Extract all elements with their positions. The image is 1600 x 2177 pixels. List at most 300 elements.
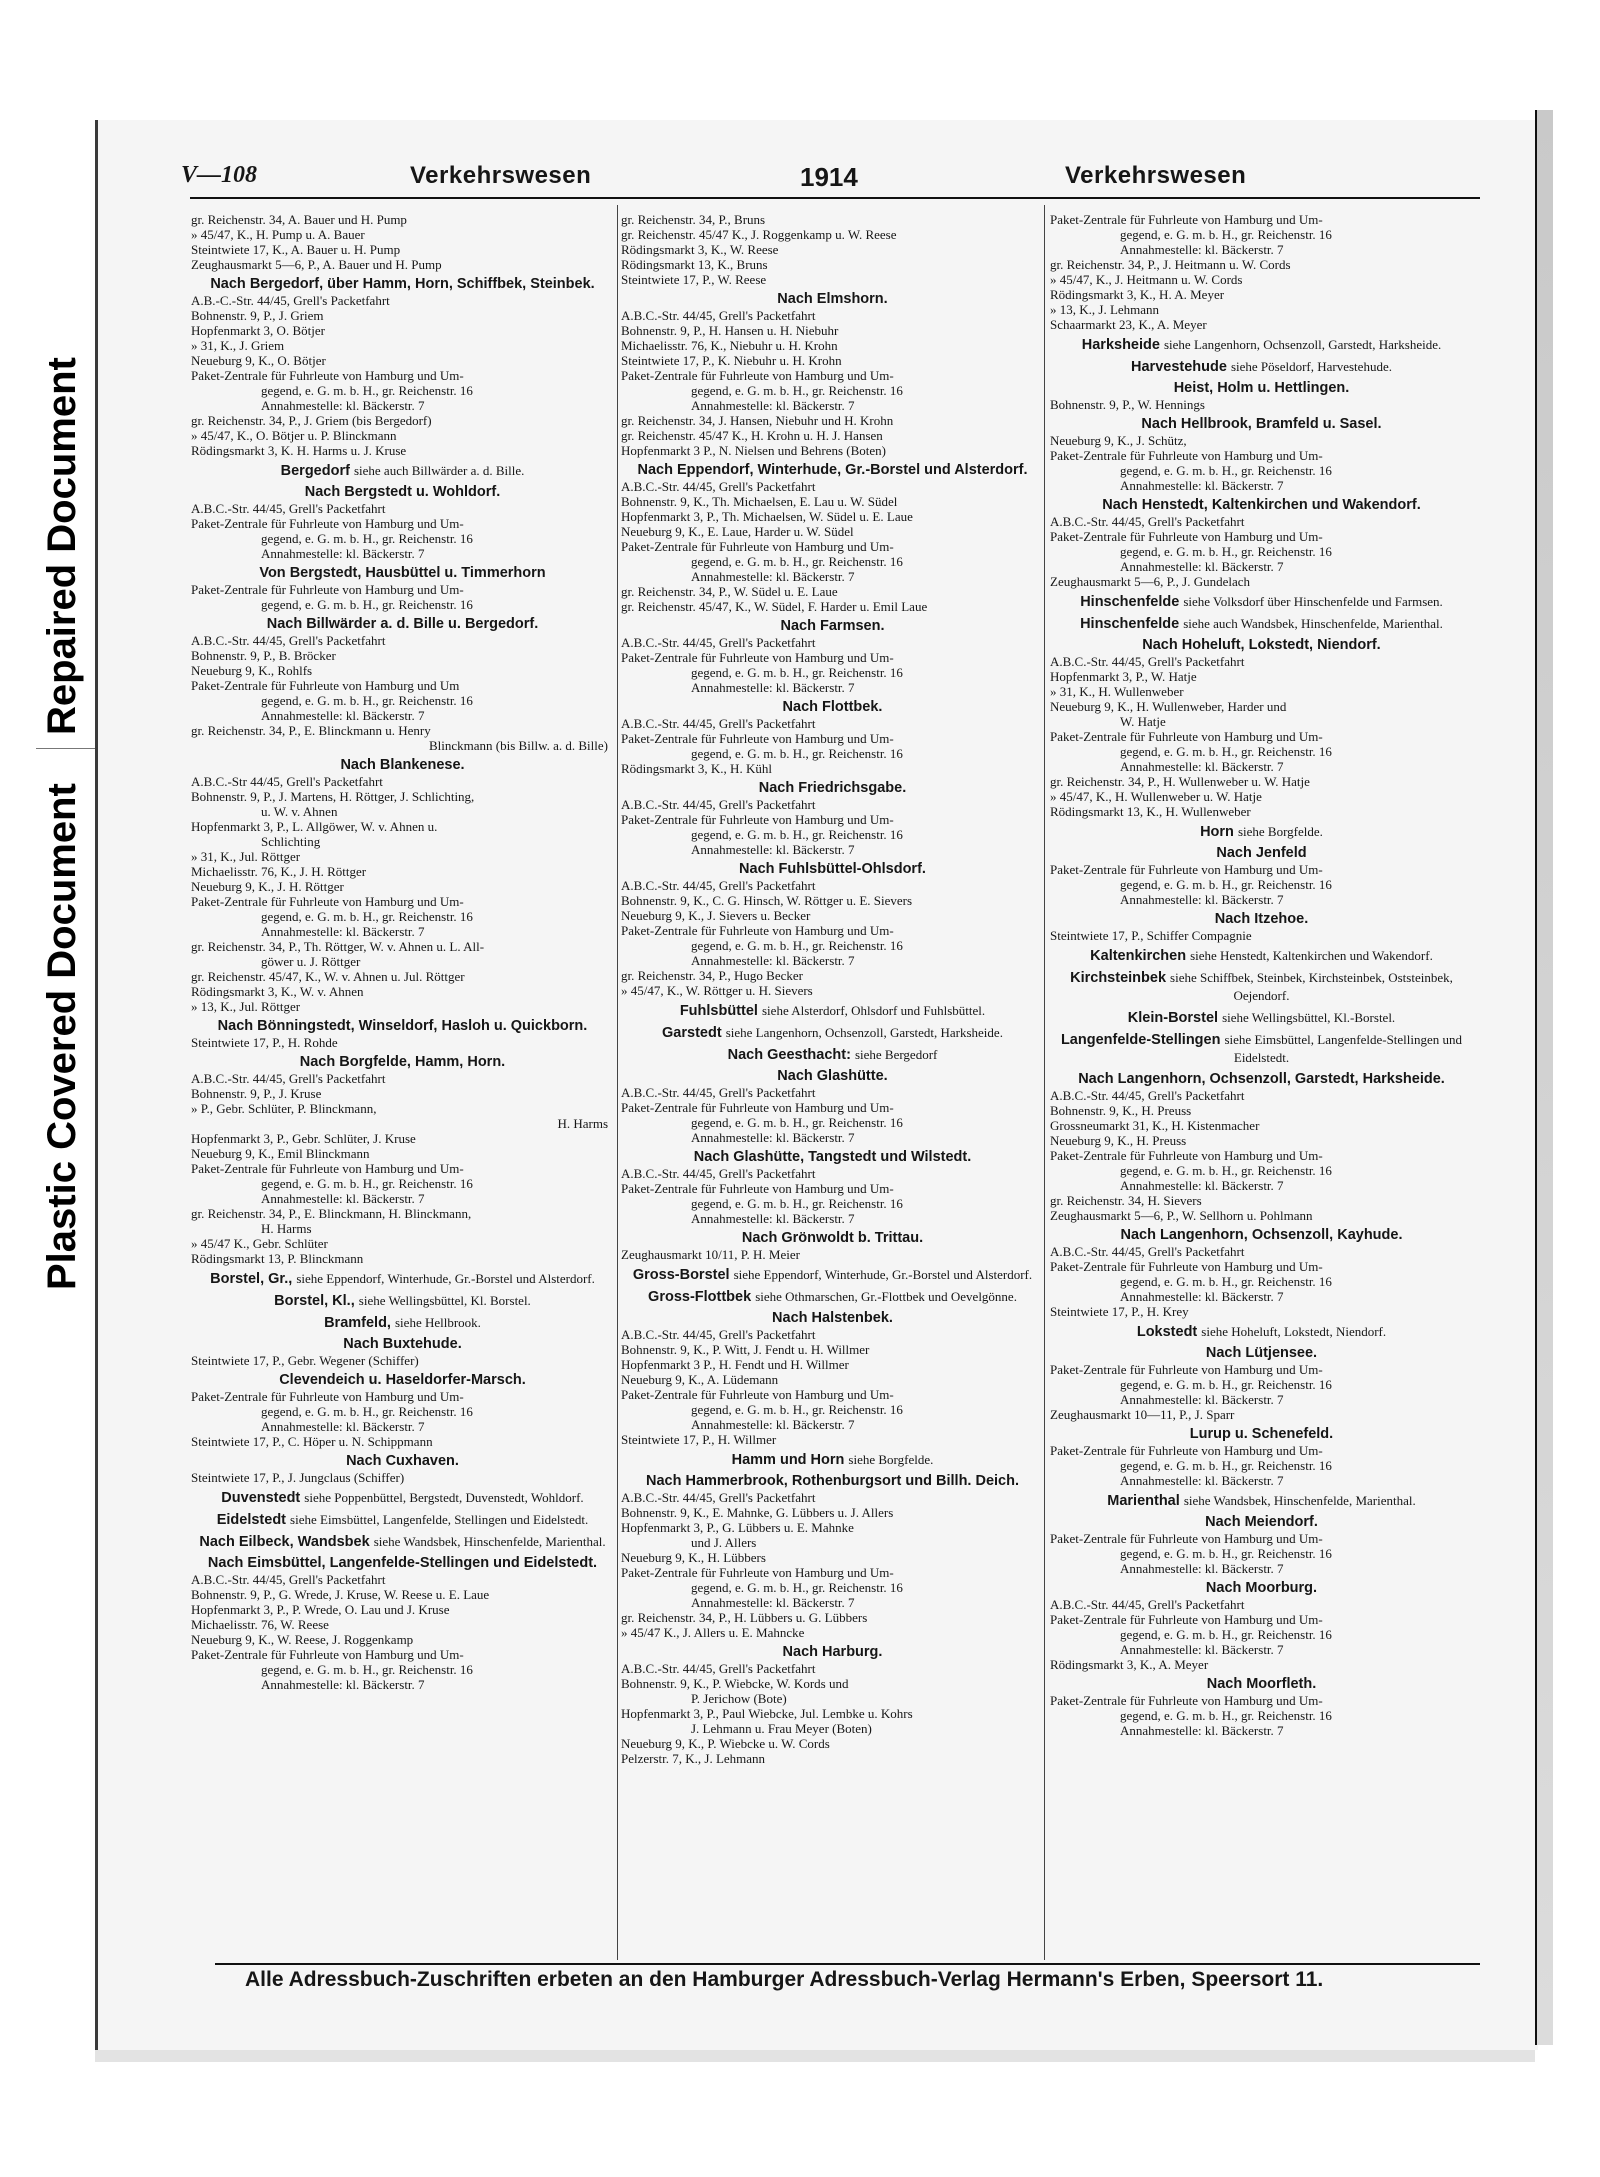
cross-reference-text: siehe Pöseldorf, Harvestehude. bbox=[1230, 359, 1392, 374]
directory-line: gegend, e. G. m. b. H., gr. Reichenstr. 16 bbox=[1120, 1458, 1332, 1473]
directory-line: Annahmestelle: kl. Bäckerstr. 7 bbox=[691, 569, 855, 584]
directory-line: Paket-Zentrale für Fuhrleute von Hamburg und Um- bbox=[1050, 448, 1323, 463]
cross-reference bbox=[191, 462, 614, 480]
directory-line: A.B.C.-Str. 44/45, Grell's Packetfahrt bbox=[191, 501, 386, 516]
directory-line: Annahmestelle: kl. Bäckerstr. 7 bbox=[261, 1677, 425, 1692]
section-heading: Nach Buxtehude. bbox=[343, 1336, 462, 1352]
directory-line: Paket-Zentrale für Fuhrleute von Hamburg und Um- bbox=[621, 1181, 894, 1196]
section-heading: Nach Halstenbek. bbox=[772, 1310, 893, 1326]
directory-line: Annahmestelle: kl. Bäckerstr. 7 bbox=[1120, 559, 1284, 574]
directory-line: gegend, e. G. m. b. H., gr. Reichenstr. 16 bbox=[1120, 1546, 1332, 1561]
directory-line: Neueburg 9, K., H. Preuss bbox=[1050, 1133, 1187, 1148]
cross-reference-place: Lokstedt bbox=[1136, 1324, 1198, 1340]
directory-line: » 45/47, K., H. Wullenweber u. W. Hatje bbox=[1050, 789, 1262, 804]
directory-line: A.B.C.-Str. 44/45, Grell's Packetfahrt bbox=[621, 635, 816, 650]
directory-line: Annahmestelle: kl. Bäckerstr. 7 bbox=[1120, 242, 1284, 257]
column-divider bbox=[1044, 205, 1045, 1960]
section-heading: Nach Fuhlsbüttel-Ohlsdorf. bbox=[739, 861, 926, 877]
directory-line: Annahmestelle: kl. Bäckerstr. 7 bbox=[1120, 1289, 1284, 1304]
directory-line: Neueburg 9, K., P. Wiebcke u. W. Cords bbox=[621, 1736, 830, 1751]
section-heading: Nach Elmshorn. bbox=[777, 291, 888, 307]
directory-line: gegend, e. G. m. b. H., gr. Reichenstr. 16 bbox=[261, 383, 473, 398]
directory-line: » 31, K., Jul. Röttger bbox=[191, 849, 301, 864]
directory-line: gr. Reichenstr. 34, P., W. Südel u. E. Laue bbox=[621, 584, 838, 599]
directory-line: gr. Reichenstr. 45/47 K., H. Krohn u. H. J. Hansen bbox=[621, 428, 883, 443]
cross-reference-text: siehe auch Billwärder a. d. Bille. bbox=[353, 463, 525, 478]
directory-line: Neueburg 9, K., Rohlfs bbox=[191, 663, 313, 678]
page-header bbox=[100, 162, 1480, 196]
cross-reference bbox=[1050, 969, 1473, 1005]
directory-line: Neueburg 9, K., J. H. Röttger bbox=[191, 879, 344, 894]
directory-line: Pelzerstr. 7, K., J. Lehmann bbox=[621, 1751, 766, 1766]
directory-line: Annahmestelle: kl. Bäckerstr. 7 bbox=[261, 708, 425, 723]
section-heading: Nach Hammerbrook, Rothenburgsort und Billh. Deich. bbox=[645, 1473, 1019, 1489]
cross-reference-place: Borstel, Gr., bbox=[210, 1271, 293, 1287]
directory-line: Annahmestelle: kl. Bäckerstr. 7 bbox=[691, 1417, 855, 1432]
directory-line: A.B.C.-Str. 44/45, Grell's Packetfahrt bbox=[191, 1071, 386, 1086]
directory-line: Neueburg 9, K., A. Lüdemann bbox=[621, 1372, 779, 1387]
cross-reference-place: Eidelstedt bbox=[216, 1512, 287, 1528]
cross-reference-place: Harksheide bbox=[1081, 337, 1160, 353]
directory-line: Annahmestelle: kl. Bäckerstr. 7 bbox=[1120, 1178, 1284, 1193]
directory-line: A.B.C.-Str. 44/45, Grell's Packetfahrt bbox=[621, 1327, 816, 1342]
directory-line: Zeughausmarkt 5—6, P., J. Gundelach bbox=[1050, 574, 1251, 589]
directory-line: A.B.C.-Str. 44/45, Grell's Packetfahrt bbox=[621, 1085, 816, 1100]
cross-reference bbox=[1050, 358, 1473, 376]
cross-reference-text: siehe Eppendorf, Winterhude, Gr.-Borstel und Alsterdorf. bbox=[296, 1271, 595, 1286]
cross-reference bbox=[1050, 1323, 1473, 1341]
directory-line: » P., Gebr. Schlüter, P. Blinckmann, bbox=[191, 1101, 377, 1116]
directory-line: Bohnenstr. 9, K., C. G. Hinsch, W. Röttger u. E. Sievers bbox=[621, 893, 913, 908]
cross-reference bbox=[1050, 615, 1473, 633]
document-condition-labels bbox=[40, 210, 100, 1290]
directory-line: Bohnenstr. 9, K., E. Mahnke, G. Lübbers u. J. Allers bbox=[621, 1505, 894, 1520]
directory-line: Paket-Zentrale für Fuhrleute von Hamburg und Um- bbox=[1050, 1148, 1323, 1163]
directory-line: Michaelisstr. 76, W. Reese bbox=[191, 1617, 329, 1632]
directory-line: Steintwiete 17, P., C. Höper u. N. Schippmann bbox=[191, 1434, 433, 1449]
text-column-1 bbox=[191, 212, 614, 1692]
cross-reference-text: siehe Wandsbek, Hinschenfelde, Marienthal. bbox=[373, 1534, 606, 1549]
cross-reference bbox=[621, 1002, 1044, 1020]
directory-line: Neueburg 9, K., O. Bötjer bbox=[191, 353, 326, 368]
cross-reference-place: Garstedt bbox=[662, 1025, 722, 1041]
directory-line: A.B.C.-Str. 44/45, Grell's Packetfahrt bbox=[191, 633, 386, 648]
section-heading: Nach Flottbek. bbox=[782, 699, 883, 715]
directory-line: gegend, e. G. m. b. H., gr. Reichenstr. 16 bbox=[691, 1402, 903, 1417]
directory-line: Paket-Zentrale für Fuhrleute von Hamburg und Um bbox=[191, 678, 460, 693]
cross-reference-text: siehe Hellbrook. bbox=[395, 1315, 481, 1330]
directory-line: Hopfenmarkt 3 P., H. Fendt und H. Willmer bbox=[621, 1357, 849, 1372]
cross-reference bbox=[1050, 1009, 1473, 1027]
directory-line: Annahmestelle: kl. Bäckerstr. 7 bbox=[691, 1211, 855, 1226]
directory-line: H. Harms bbox=[557, 1116, 608, 1131]
directory-line: Paket-Zentrale für Fuhrleute von Hamburg und Um- bbox=[621, 539, 894, 554]
cross-reference-place: Gross-Flottbek bbox=[648, 1289, 752, 1305]
directory-line: Steintwiete 17, P., H. Willmer bbox=[621, 1432, 777, 1447]
directory-line: Zeughausmarkt 5—6, P., A. Bauer und H. Pump bbox=[191, 257, 442, 272]
directory-line: Rödingsmarkt 3, K., W. Reese bbox=[621, 242, 779, 257]
directory-line: gr. Reichenstr. 34, A. Bauer und H. Pump bbox=[191, 212, 407, 227]
directory-line: Rödingsmarkt 13, P. Blinckmann bbox=[191, 1251, 364, 1266]
directory-line: Neueburg 9, K., E. Laue, Harder u. W. Südel bbox=[621, 524, 854, 539]
cross-reference-place: Gross-Borstel bbox=[632, 1267, 730, 1283]
label-divider bbox=[36, 748, 98, 749]
directory-line: Bohnenstr. 9, P., J. Griem bbox=[191, 308, 324, 323]
cross-reference-place: Harvestehude bbox=[1131, 359, 1227, 375]
cross-reference-place: Kaltenkirchen bbox=[1090, 948, 1187, 964]
directory-line: u. W. v. Ahnen bbox=[261, 804, 338, 819]
section-heading: Nach Langenhorn, Ochsenzoll, Garstedt, Harksheide. bbox=[1078, 1071, 1445, 1087]
directory-line: gegend, e. G. m. b. H., gr. Reichenstr. 16 bbox=[691, 1580, 903, 1595]
directory-line: Hopfenmarkt 3, P., Th. Michaelsen, W. Südel u. E. Laue bbox=[621, 509, 913, 524]
directory-line: gr. Reichenstr. 45/47, K., W. Südel, F. Harder u. Emil Laue bbox=[621, 599, 928, 614]
directory-line: Paket-Zentrale für Fuhrleute von Hamburg und Um- bbox=[191, 1161, 464, 1176]
section-heading: Nach Moorfleth. bbox=[1206, 1676, 1317, 1692]
cross-reference bbox=[621, 1266, 1044, 1284]
running-title-right: Verkehrswesen bbox=[1065, 162, 1247, 189]
directory-line: gr. Reichenstr. 34, P., E. Blinckmann, H. Blinckmann, bbox=[191, 1206, 472, 1221]
directory-line: A.B.C.-Str 44/45, Grell's Packetfahrt bbox=[191, 774, 383, 789]
directory-line: Paket-Zentrale für Fuhrleute von Hamburg und Um- bbox=[621, 368, 894, 383]
directory-line: gegend, e. G. m. b. H., gr. Reichenstr. 16 bbox=[1120, 744, 1332, 759]
section-heading: Von Bergstedt, Hausbüttel u. Timmerhorn bbox=[259, 565, 546, 581]
directory-line: Annahmestelle: kl. Bäckerstr. 7 bbox=[691, 680, 855, 695]
directory-line: Annahmestelle: kl. Bäckerstr. 7 bbox=[261, 1419, 425, 1434]
directory-line: Zeughausmarkt 5—6, P., W. Sellhorn u. Pohlmann bbox=[1050, 1208, 1313, 1223]
cross-reference bbox=[1050, 593, 1473, 611]
cross-reference-text: siehe Eimsbüttel, Langenfelde, Stellingen und Eidelstedt. bbox=[290, 1512, 589, 1527]
footer-rule bbox=[215, 1963, 1480, 1965]
section-heading: Nach Borgfelde, Hamm, Horn. bbox=[299, 1054, 506, 1070]
page-year: 1914 bbox=[800, 162, 858, 192]
directory-line: A.B.C.-Str. 44/45, Grell's Packetfahrt bbox=[621, 797, 816, 812]
cross-reference-place: Bergedorf bbox=[280, 463, 350, 479]
directory-line: gr. Reichenstr. 34, P., Hugo Becker bbox=[621, 968, 803, 983]
cross-reference-place: Fuhlsbüttel bbox=[679, 1003, 758, 1019]
directory-line: Bohnenstr. 9, P., W. Hennings bbox=[1050, 397, 1205, 412]
directory-line: Neueburg 9, K., Emil Blinckmann bbox=[191, 1146, 370, 1161]
directory-line: gr. Reichenstr. 34, P., H. Lübbers u. G. Lübbers bbox=[621, 1610, 868, 1625]
directory-line: gegend, e. G. m. b. H., gr. Reichenstr. 16 bbox=[1120, 463, 1332, 478]
directory-line: Steintwiete 17, P., J. Jungclaus (Schiffer) bbox=[191, 1470, 405, 1485]
cross-reference-text: siehe auch Wandsbek, Hinschenfelde, Marienthal. bbox=[1183, 616, 1443, 631]
directory-line: » 31, K., J. Griem bbox=[191, 338, 285, 353]
directory-line: Annahmestelle: kl. Bäckerstr. 7 bbox=[691, 398, 855, 413]
directory-line: gegend, e. G. m. b. H., gr. Reichenstr. 16 bbox=[691, 1196, 903, 1211]
section-heading: Nach Bergedorf, über Hamm, Horn, Schiffbek, Steinbek. bbox=[210, 276, 595, 292]
section-heading: Nach Meiendorf. bbox=[1205, 1514, 1318, 1530]
cross-reference-text: siehe Alsterdorf, Ohlsdorf und Fuhlsbüttel. bbox=[762, 1003, 986, 1018]
column-divider bbox=[617, 205, 618, 1960]
directory-line: Paket-Zentrale für Fuhrleute von Hamburg und Um- bbox=[1050, 729, 1323, 744]
plastic-covered-label: Plastic Covered Document bbox=[40, 783, 84, 1290]
cross-reference-text: siehe Poppenbüttel, Bergstedt, Duvenstedt, Wohldorf. bbox=[304, 1490, 584, 1505]
directory-line: Rödingsmarkt 3, K. H. Harms u. J. Kruse bbox=[191, 443, 407, 458]
directory-line: gegend, e. G. m. b. H., gr. Reichenstr. 16 bbox=[1120, 1274, 1332, 1289]
directory-line: H. Harms bbox=[261, 1221, 312, 1236]
directory-line: Rödingsmarkt 3, K., H. Kühl bbox=[621, 761, 772, 776]
cross-reference bbox=[191, 1533, 614, 1551]
directory-line: gr. Reichenstr. 34, H. Sievers bbox=[1050, 1193, 1202, 1208]
directory-line: Hopfenmarkt 3, P., Gebr. Schlüter, J. Kruse bbox=[191, 1131, 416, 1146]
cross-reference-text: siehe Wellingsbüttel, Kl.-Borstel. bbox=[1222, 1010, 1396, 1025]
cross-reference-place: Klein-Borstel bbox=[1127, 1010, 1219, 1026]
page-edge bbox=[1535, 110, 1553, 2045]
directory-line: gegend, e. G. m. b. H., gr. Reichenstr. 16 bbox=[261, 1662, 473, 1677]
directory-line: Bohnenstr. 9, P., B. Bröcker bbox=[191, 648, 336, 663]
directory-line: gegend, e. G. m. b. H., gr. Reichenstr. 16 bbox=[691, 827, 903, 842]
cross-reference-text: siehe Borgfelde. bbox=[1237, 824, 1323, 839]
directory-line: gegend, e. G. m. b. H., gr. Reichenstr. 16 bbox=[1120, 877, 1332, 892]
directory-line: Bohnenstr. 9, K., P. Wiebcke, W. Kords und bbox=[621, 1676, 849, 1691]
cross-reference-text: siehe Eimsbüttel, Langenfelde-Stellingen und Eidelstedt. bbox=[1224, 1032, 1463, 1065]
directory-line: Neueburg 9, K., J. Schütz, bbox=[1050, 433, 1187, 448]
cross-reference-text: siehe Wandsbek, Hinschenfelde, Marienthal. bbox=[1183, 1493, 1416, 1508]
directory-line: Hopfenmarkt 3, O. Bötjer bbox=[191, 323, 325, 338]
directory-line: A.B.C.-Str. 44/45, Grell's Packetfahrt bbox=[621, 308, 816, 323]
directory-line: » 45/47, K., J. Heitmann u. W. Cords bbox=[1050, 272, 1243, 287]
section-heading: Nach Cuxhaven. bbox=[346, 1453, 459, 1469]
directory-line: Steintwiete 17, P., W. Reese bbox=[621, 272, 767, 287]
section-heading: Nach Henstedt, Kaltenkirchen und Wakendorf. bbox=[1102, 497, 1421, 513]
cross-reference-place: Kirchsteinbek bbox=[1070, 970, 1167, 986]
directory-line: gegend, e. G. m. b. H., gr. Reichenstr. 16 bbox=[691, 554, 903, 569]
directory-line: Annahmestelle: kl. Bäckerstr. 7 bbox=[691, 1595, 855, 1610]
directory-line: gegend, e. G. m. b. H., gr. Reichenstr. 16 bbox=[691, 938, 903, 953]
text-column-2 bbox=[621, 212, 1044, 1766]
section-heading: Nach Langenhorn, Ochsenzoll, Kayhude. bbox=[1120, 1227, 1403, 1243]
cross-reference-text: siehe Henstedt, Kaltenkirchen und Wakendorf. bbox=[1190, 948, 1433, 963]
directory-line: W. Hatje bbox=[1120, 714, 1166, 729]
section-heading: Nach Glashütte, Tangstedt und Wilstedt. bbox=[693, 1149, 972, 1165]
cross-reference bbox=[1050, 336, 1473, 354]
directory-line: gegend, e. G. m. b. H., gr. Reichenstr. 16 bbox=[1120, 1708, 1332, 1723]
directory-line: » 45/47, K., H. Pump u. A. Bauer bbox=[191, 227, 365, 242]
directory-line: Paket-Zentrale für Fuhrleute von Hamburg und Um- bbox=[191, 1647, 464, 1662]
section-heading: Nach Blankenese. bbox=[340, 757, 465, 773]
directory-line: A.B.C.-Str. 44/45, Grell's Packetfahrt bbox=[621, 1661, 816, 1676]
directory-line: Annahmestelle: kl. Bäckerstr. 7 bbox=[1120, 1561, 1284, 1576]
cross-reference-text: siehe Eppendorf, Winterhude, Gr.-Borstel und Alsterdorf. bbox=[733, 1267, 1033, 1282]
directory-line: Paket-Zentrale für Fuhrleute von Hamburg und Um- bbox=[191, 368, 464, 383]
directory-line: gegend, e. G. m. b. H., gr. Reichenstr. 16 bbox=[1120, 544, 1332, 559]
directory-line: Zeughausmarkt 10—11, P., J. Sparr bbox=[1050, 1407, 1235, 1422]
directory-line: gr. Reichenstr. 34, P., J. Heitmann u. W. Cords bbox=[1050, 257, 1291, 272]
directory-line: A.B.C.-Str. 44/45, Grell's Packetfahrt bbox=[621, 878, 816, 893]
cross-reference bbox=[191, 1489, 614, 1507]
directory-line: Hopfenmarkt 3, P., L. Allgöwer, W. v. Ahnen u. bbox=[191, 819, 438, 834]
directory-line: Neueburg 9, K., H. Wullenweber, Harder und bbox=[1050, 699, 1287, 714]
directory-line: Annahmestelle: kl. Bäckerstr. 7 bbox=[691, 1130, 855, 1145]
cross-reference bbox=[191, 1292, 614, 1310]
cross-reference bbox=[1050, 823, 1473, 841]
section-heading: Nach Glashütte. bbox=[777, 1068, 888, 1084]
directory-line: gegend, e. G. m. b. H., gr. Reichenstr. 16 bbox=[691, 746, 903, 761]
cross-reference-text: siehe Hoheluft, Lokstedt, Niendorf. bbox=[1201, 1324, 1387, 1339]
directory-line: Grossneumarkt 31, K., H. Kistenmacher bbox=[1050, 1118, 1260, 1133]
directory-line: gegend, e. G. m. b. H., gr. Reichenstr. 16 bbox=[1120, 1627, 1332, 1642]
directory-line: A.B.C.-Str. 44/45, Grell's Packetfahrt bbox=[1050, 1088, 1245, 1103]
directory-line: Paket-Zentrale für Fuhrleute von Hamburg und Um- bbox=[621, 650, 894, 665]
cross-reference bbox=[1050, 1492, 1473, 1510]
directory-line: gegend, e. G. m. b. H., gr. Reichenstr. 16 bbox=[261, 909, 473, 924]
cross-reference-text: siehe Bergedorf bbox=[854, 1047, 938, 1062]
cross-reference-place: Horn bbox=[1200, 824, 1234, 840]
directory-line: Steintwiete 17, P., H. Krey bbox=[1050, 1304, 1189, 1319]
directory-line: Paket-Zentrale für Fuhrleute von Hamburg und Um- bbox=[1050, 1612, 1323, 1627]
directory-line: A.B.C.-Str. 44/45, Grell's Packetfahrt bbox=[1050, 1244, 1245, 1259]
directory-line: gr. Reichenstr. 34, J. Hansen, Niebuhr und H. Krohn bbox=[621, 413, 894, 428]
section-heading: Nach Bergstedt u. Wohldorf. bbox=[304, 484, 501, 500]
directory-line: gegend, e. G. m. b. H., gr. Reichenstr. 16 bbox=[261, 1404, 473, 1419]
directory-line: Rödingsmarkt 3, K., W. v. Ahnen bbox=[191, 984, 364, 999]
directory-line: gegend, e. G. m. b. H., gr. Reichenstr. 16 bbox=[261, 597, 473, 612]
directory-line: Hopfenmarkt 3, P., Paul Wiebcke, Jul. Lembke u. Kohrs bbox=[621, 1706, 913, 1721]
directory-line: Paket-Zentrale für Fuhrleute von Hamburg und Um- bbox=[191, 894, 464, 909]
directory-line: Annahmestelle: kl. Bäckerstr. 7 bbox=[691, 953, 855, 968]
directory-line: göwer u. J. Röttger bbox=[261, 954, 361, 969]
directory-line: Paket-Zentrale für Fuhrleute von Hamburg und Um- bbox=[1050, 529, 1323, 544]
directory-line: Rödingsmarkt 13, K., H. Wullenweber bbox=[1050, 804, 1251, 819]
cross-reference-text: siehe Langenhorn, Ochsenzoll, Garstedt, Harksheide. bbox=[725, 1025, 1003, 1040]
directory-line: Steintwiete 17, P., K. Niebuhr u. H. Krohn bbox=[621, 353, 842, 368]
cross-reference-text: siehe Othmarschen, Gr.-Flottbek und Oevelgönne. bbox=[755, 1289, 1017, 1304]
directory-line: gr. Reichenstr. 45/47 K., J. Roggenkamp u. W. Reese bbox=[621, 227, 897, 242]
directory-line: gr. Reichenstr. 34, P., E. Blinckmann u. Henry bbox=[191, 723, 431, 738]
directory-line: Annahmestelle: kl. Bäckerstr. 7 bbox=[1120, 759, 1284, 774]
cross-reference-place: Duvenstedt bbox=[221, 1490, 301, 1506]
directory-line: Annahmestelle: kl. Bäckerstr. 7 bbox=[1120, 478, 1284, 493]
cross-reference-place: Marienthal bbox=[1107, 1493, 1180, 1509]
cross-reference-text: siehe Langenhorn, Ochsenzoll, Garstedt, Harksheide. bbox=[1163, 337, 1442, 352]
cross-reference-text: siehe Wellingsbüttel, Kl. Borstel. bbox=[358, 1293, 531, 1308]
cross-reference-place: Hinschenfelde bbox=[1080, 616, 1180, 632]
directory-line: Paket-Zentrale für Fuhrleute von Hamburg und Um- bbox=[1050, 1531, 1323, 1546]
directory-line: gr. Reichenstr. 45/47, K., W. v. Ahnen u. Jul. Röttger bbox=[191, 969, 465, 984]
directory-line: gr. Reichenstr. 34, P., J. Griem (bis Bergedorf) bbox=[191, 413, 432, 428]
directory-line: Annahmestelle: kl. Bäckerstr. 7 bbox=[691, 842, 855, 857]
directory-line: gr. Reichenstr. 34, P., H. Wullenweber u. W. Hatje bbox=[1050, 774, 1310, 789]
section-heading: Nach Bönningstedt, Winseldorf, Hasloh u. Quickborn. bbox=[217, 1018, 588, 1034]
directory-line: Neueburg 9, K., J. Sievers u. Becker bbox=[621, 908, 811, 923]
directory-line: » 45/47, K., W. Röttger u. H. Sievers bbox=[621, 983, 813, 998]
section-heading: Nach Harburg. bbox=[782, 1644, 883, 1660]
directory-line: Paket-Zentrale für Fuhrleute von Hamburg und Um- bbox=[621, 731, 894, 746]
directory-line: gegend, e. G. m. b. H., gr. Reichenstr. 16 bbox=[1120, 1377, 1332, 1392]
directory-line: Annahmestelle: kl. Bäckerstr. 7 bbox=[1120, 1392, 1284, 1407]
cross-reference-text: siehe Borgfelde. bbox=[848, 1452, 934, 1467]
directory-line: gegend, e. G. m. b. H., gr. Reichenstr. 16 bbox=[691, 1115, 903, 1130]
directory-line: Rödingsmarkt 3, K., A. Meyer bbox=[1050, 1657, 1209, 1672]
section-heading: Nach Itzehoe. bbox=[1214, 911, 1309, 927]
directory-line: Annahmestelle: kl. Bäckerstr. 7 bbox=[261, 546, 425, 561]
directory-line: Annahmestelle: kl. Bäckerstr. 7 bbox=[1120, 892, 1284, 907]
cross-reference bbox=[621, 1288, 1044, 1306]
section-heading: Nach Eppendorf, Winterhude, Gr.-Borstel und Alsterdorf. bbox=[637, 462, 1028, 478]
section-heading: Nach Lütjensee. bbox=[1205, 1345, 1318, 1361]
section-heading: Nach Grönwoldt b. Trittau. bbox=[741, 1230, 924, 1246]
text-column-3 bbox=[1050, 212, 1473, 1738]
directory-line: gegend, e. G. m. b. H., gr. Reichenstr. 16 bbox=[1120, 1163, 1332, 1178]
directory-line: Michaelisstr. 76, K., Niebuhr u. H. Krohn bbox=[621, 338, 838, 353]
directory-line: » 45/47 K., Gebr. Schlüter bbox=[191, 1236, 328, 1251]
directory-line: Neueburg 9, K., W. Reese, J. Roggenkamp bbox=[191, 1632, 414, 1647]
directory-line: Paket-Zentrale für Fuhrleute von Hamburg und Um- bbox=[191, 516, 464, 531]
directory-line: Annahmestelle: kl. Bäckerstr. 7 bbox=[1120, 1642, 1284, 1657]
directory-line: A.B.C.-Str. 44/45, Grell's Packetfahrt bbox=[1050, 654, 1245, 669]
section-heading: Nach Hellbrook, Bramfeld u. Sasel. bbox=[1141, 416, 1382, 432]
directory-line: Hopfenmarkt 3 P., N. Nielsen und Behrens (Boten) bbox=[621, 443, 887, 458]
section-heading: Nach Jenfeld bbox=[1216, 845, 1307, 861]
directory-line: Hopfenmarkt 3, P., W. Hatje bbox=[1050, 669, 1197, 684]
directory-line: gr. Reichenstr. 34, P., Th. Röttger, W. v. Ahnen u. L. All- bbox=[191, 939, 485, 954]
cross-reference-place: Nach Geesthacht: bbox=[727, 1047, 851, 1063]
directory-line: Bohnenstr. 9, P., J. Martens, H. Röttger, J. Schlichting, bbox=[191, 789, 475, 804]
directory-line: Hopfenmarkt 3, P., P. Wrede, O. Lau und J. Kruse bbox=[191, 1602, 450, 1617]
section-heading: Lurup u. Schenefeld. bbox=[1189, 1426, 1334, 1442]
directory-line: Paket-Zentrale für Fuhrleute von Hamburg und Um- bbox=[1050, 212, 1323, 227]
page-bottom-edge bbox=[95, 2050, 1535, 2062]
directory-line: Neueburg 9, K., H. Lübbers bbox=[621, 1550, 766, 1565]
directory-line: Bohnenstr. 9, K., P. Witt, J. Fendt u. H. Willmer bbox=[621, 1342, 870, 1357]
directory-line: » 45/47 K., J. Allers u. E. Mahncke bbox=[621, 1625, 805, 1640]
directory-line: und J. Allers bbox=[691, 1535, 757, 1550]
directory-line: Schaarmarkt 23, K., A. Meyer bbox=[1050, 317, 1207, 332]
cross-reference-text: siehe Schiffbek, Steinbek, Kirchsteinbek, Oststeinbek, Oejendorf. bbox=[1170, 970, 1453, 1003]
directory-line: Bohnenstr. 9, P., G. Wrede, J. Kruse, W. Reese u. E. Laue bbox=[191, 1587, 490, 1602]
directory-line: Steintwiete 17, K., A. Bauer u. H. Pump bbox=[191, 242, 401, 257]
directory-line: A.B.C.-Str. 44/45, Grell's Packetfahrt bbox=[621, 1166, 816, 1181]
cross-reference bbox=[191, 1314, 614, 1332]
directory-line: Paket-Zentrale für Fuhrleute von Hamburg und Um- bbox=[621, 1565, 894, 1580]
cross-reference bbox=[621, 1046, 1044, 1064]
directory-line: Paket-Zentrale für Fuhrleute von Hamburg und Um- bbox=[1050, 1693, 1323, 1708]
directory-line: gegend, e. G. m. b. H., gr. Reichenstr. 16 bbox=[261, 1176, 473, 1191]
directory-line: » 31, K., H. Wullenweber bbox=[1050, 684, 1184, 699]
directory-line: A.B.-C.-Str. 44/45, Grell's Packetfahrt bbox=[191, 293, 390, 308]
cross-reference-text: siehe Volksdorf über Hinschenfelde und Farmsen. bbox=[1183, 594, 1443, 609]
directory-line: Paket-Zentrale für Fuhrleute von Hamburg und Um- bbox=[1050, 1259, 1323, 1274]
directory-line: gegend, e. G. m. b. H., gr. Reichenstr. 16 bbox=[691, 383, 903, 398]
directory-line: Schlichting bbox=[261, 834, 321, 849]
cross-reference bbox=[191, 1270, 614, 1288]
directory-line: gegend, e. G. m. b. H., gr. Reichenstr. 16 bbox=[691, 665, 903, 680]
publisher-footer: Alle Adressbuch-Zuschriften erbeten an den Hamburger Adressbuch-Verlag Hermann's Erben, Speersort 11. bbox=[245, 1968, 1324, 1991]
directory-line: Paket-Zentrale für Fuhrleute von Hamburg und Um- bbox=[1050, 1362, 1323, 1377]
directory-line: A.B.C.-Str. 44/45, Grell's Packetfahrt bbox=[621, 479, 816, 494]
directory-line: A.B.C.-Str. 44/45, Grell's Packetfahrt bbox=[1050, 514, 1245, 529]
directory-line: A.B.C.-Str. 44/45, Grell's Packetfahrt bbox=[621, 1490, 816, 1505]
directory-line: » 13, K., J. Lehmann bbox=[1050, 302, 1160, 317]
directory-line: J. Lehmann u. Frau Meyer (Boten) bbox=[691, 1721, 872, 1736]
directory-line: Steintwiete 17, P., Gebr. Wegener (Schiffer) bbox=[191, 1353, 419, 1368]
directory-line: Annahmestelle: kl. Bäckerstr. 7 bbox=[261, 924, 425, 939]
directory-line: gegend, e. G. m. b. H., gr. Reichenstr. 16 bbox=[1120, 227, 1332, 242]
directory-line: Annahmestelle: kl. Bäckerstr. 7 bbox=[261, 398, 425, 413]
directory-line: » 13, K., Jul. Röttger bbox=[191, 999, 301, 1014]
directory-line: Steintwiete 17, P., H. Rohde bbox=[191, 1035, 338, 1050]
section-heading: Nach Friedrichsgabe. bbox=[758, 780, 907, 796]
directory-line: A.B.C.-Str. 44/45, Grell's Packetfahrt bbox=[191, 1572, 386, 1587]
directory-line: Paket-Zentrale für Fuhrleute von Hamburg und Um- bbox=[621, 923, 894, 938]
directory-line: Steintwiete 17, P., Schiffer Compagnie bbox=[1050, 928, 1252, 943]
directory-line: A.B.C.-Str. 44/45, Grell's Packetfahrt bbox=[1050, 1597, 1245, 1612]
directory-line: gr. Reichenstr. 34, P., Bruns bbox=[621, 212, 766, 227]
directory-line: Zeughausmarkt 10/11, P. H. Meier bbox=[621, 1247, 800, 1262]
cross-reference-place: Langenfelde-Stellingen bbox=[1060, 1032, 1221, 1048]
section-heading: Clevendeich u. Haseldorfer-Marsch. bbox=[279, 1372, 526, 1388]
cross-reference bbox=[621, 1451, 1044, 1469]
